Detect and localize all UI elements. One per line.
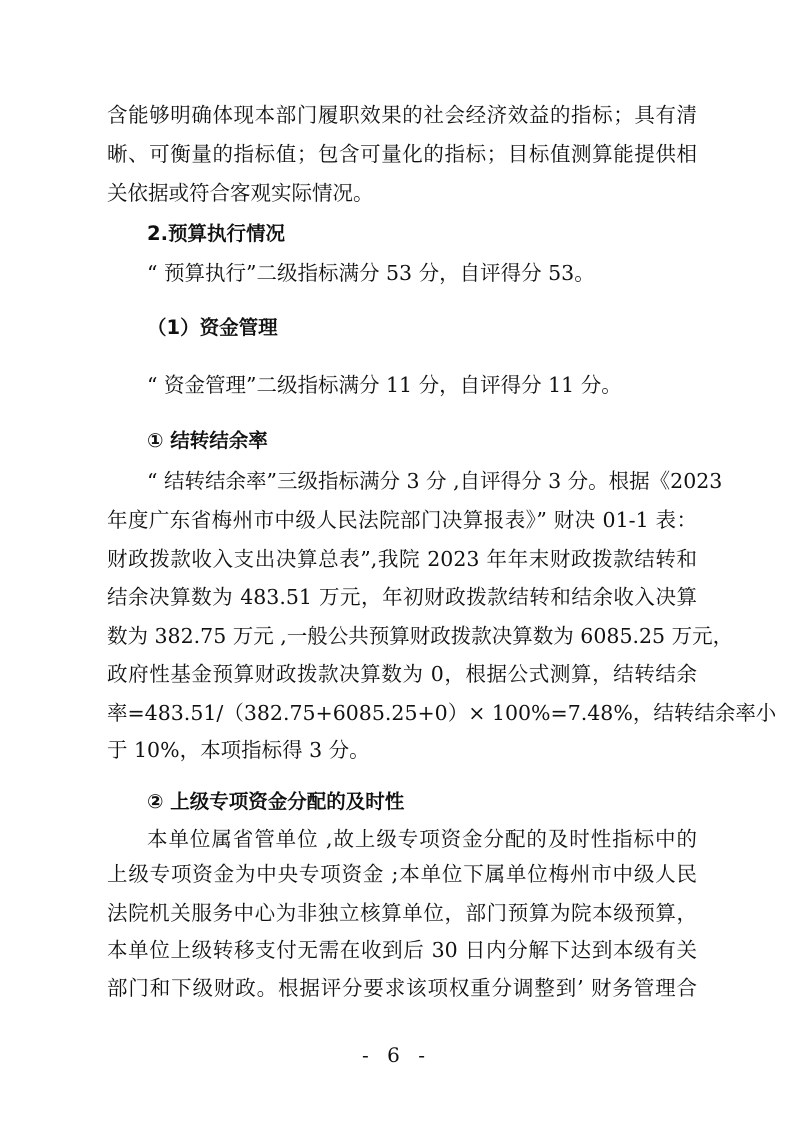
- text-line: 于 10%，本项指标得 3 分。: [107, 738, 370, 762]
- section-heading: （1）资金管理: [147, 316, 278, 339]
- text-line: 关依据或符合客观实际情况。: [107, 181, 374, 205]
- text-line: “ 结转结余率”三级指标满分 3 分 ,自评得分 3 分。根据《2023: [147, 469, 723, 493]
- section-heading: 2.预算执行情况: [147, 222, 285, 245]
- text-line: 含能够明确体现本部门履职效果的社会经济效益的指标；具有清: [107, 103, 697, 127]
- text-line: 上级专项资金为中央专项资金 ;本单位下属单位梅州市中级人民: [107, 862, 697, 886]
- section-heading: ② 上级专项资金分配的及时性: [147, 790, 405, 813]
- text-line: 本单位上级转移支付无需在收到后 30 日内分解下达到本级有关: [107, 938, 697, 962]
- text-line: 部门和下级财政。根据评分要求该项权重分调整到’ 财务管理合: [107, 976, 697, 1000]
- text-line: 年度广东省梅州市中级人民法院部门决算报表》” 财决 01-1 表：: [107, 508, 697, 532]
- page-number: - 6 -: [362, 1043, 431, 1067]
- section-heading: ① 结转结余率: [147, 429, 268, 452]
- text-line: 法院机关服务中心为非独立核算单位，部门预算为院本级预算，: [107, 901, 697, 925]
- text-line: 率=483.51/（382.75+6085.25+0）× 100%=7.48%，结转结余率小: [107, 701, 777, 725]
- text-line: 政府性基金预算财政拨款决算数为 0，根据公式测算，结转结余: [107, 662, 697, 686]
- text-line: “ 资金管理”二级指标满分 11 分，自评得分 11 分。: [147, 373, 622, 397]
- text-line: 数为 382.75 万元 ,一般公共预算财政拨款决算数为 6085.25 万元，: [107, 624, 734, 648]
- text-line: 财政拨款收入支出决算总表”,我院 2023 年年末财政拨款结转和: [107, 547, 697, 571]
- text-line: “ 预算执行”二级指标满分 53 分，自评得分 53。: [147, 261, 595, 285]
- text-line: 结余决算数为 483.51 万元，年初财政拨款结转和结余收入决算: [107, 585, 697, 609]
- text-line: 晰、可衡量的指标值；包含可量化的指标；目标值测算能提供相: [107, 142, 697, 166]
- text-line: 本单位属省管单位 ,故上级专项资金分配的及时性指标中的: [147, 827, 697, 851]
